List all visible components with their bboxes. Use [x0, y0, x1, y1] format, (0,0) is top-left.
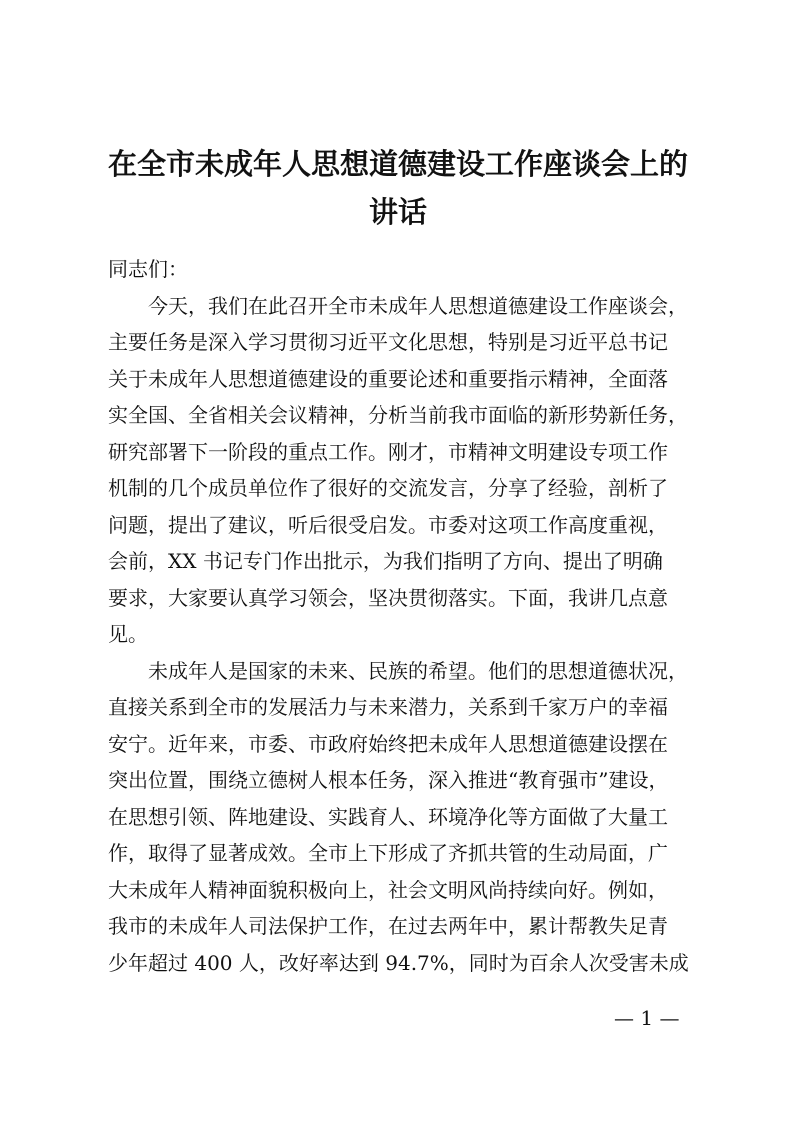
title-line: 在全市未成年人思想道德建设工作座谈会上的: [107, 147, 688, 181]
paragraph-line: 安宁。近年来，市委、市政府始终把未成年人思想道德建设摆在: [108, 731, 668, 756]
paragraph-line: 实全国、全省相关会议精神，分析当前我市面临的新形势新任务，: [108, 403, 688, 427]
title-line: 讲话: [368, 195, 427, 229]
paragraph-line: 会前，XX 书记专门作出批示，为我们指明了方向、提出了明确: [108, 549, 663, 573]
paragraph-line: 在思想引领、阵地建设、实践育人、环境净化等方面做了大量工: [108, 804, 668, 829]
paragraph-line: 今天，我们在此召开全市未成年人思想道德建设工作座谈会，: [148, 293, 688, 318]
paragraph-line: 未成年人是国家的未来、民族的希望。他们的思想道德状况，: [148, 658, 688, 683]
paragraph-1: [108, 288, 698, 653]
paragraph-line: 要求，大家要认真学习领会，坚决贯彻落实。下面，我讲几点意: [108, 585, 668, 610]
paragraph-2: [108, 653, 698, 982]
paragraph-line: 见。: [108, 622, 148, 646]
page-number: — 1 —: [614, 1006, 680, 1030]
paragraph-line: 关于未成年人思想道德建设的重要论述和重要指示精神，全面落: [108, 366, 668, 391]
paragraph-line: 问题，提出了建议，听后很受启发。市委对这项工作高度重视，: [108, 512, 668, 537]
document-body: [108, 251, 698, 981]
paragraph-line: 主要任务是深入学习贯彻习近平文化思想，特别是习近平总书记: [108, 330, 668, 354]
paragraph-line: 少年超过 400 人，改好率达到 94.7%，同时为百余人次受害未成: [108, 950, 689, 975]
paragraph-line: 我市的未成年人司法保护工作，在过去两年中，累计帮教失足青: [108, 914, 668, 938]
salutation: 同志们：: [108, 257, 188, 281]
paragraph-line: 机制的几个成员单位作了很好的交流发言，分享了经验，剖析了: [108, 476, 668, 500]
paragraph-line: 突出位置，围绕立德树人根本任务，深入推进“教育强市”建设，: [108, 768, 669, 792]
paragraph-line: 研究部署下一阶段的重点工作。刚才，市精神文明建设专项工作: [108, 439, 668, 464]
paragraph-line: 直接关系到全市的发展活力与未来潜力，关系到千家万户的幸福: [108, 695, 668, 719]
paragraph-line: 作，取得了显著成效。全市上下形成了齐抓共管的生动局面，广: [108, 841, 668, 865]
paragraph-line: 大未成年人精神面貌积极向上，社会文明风尚持续向好。例如，: [108, 877, 668, 902]
document-title: [96, 140, 700, 236]
